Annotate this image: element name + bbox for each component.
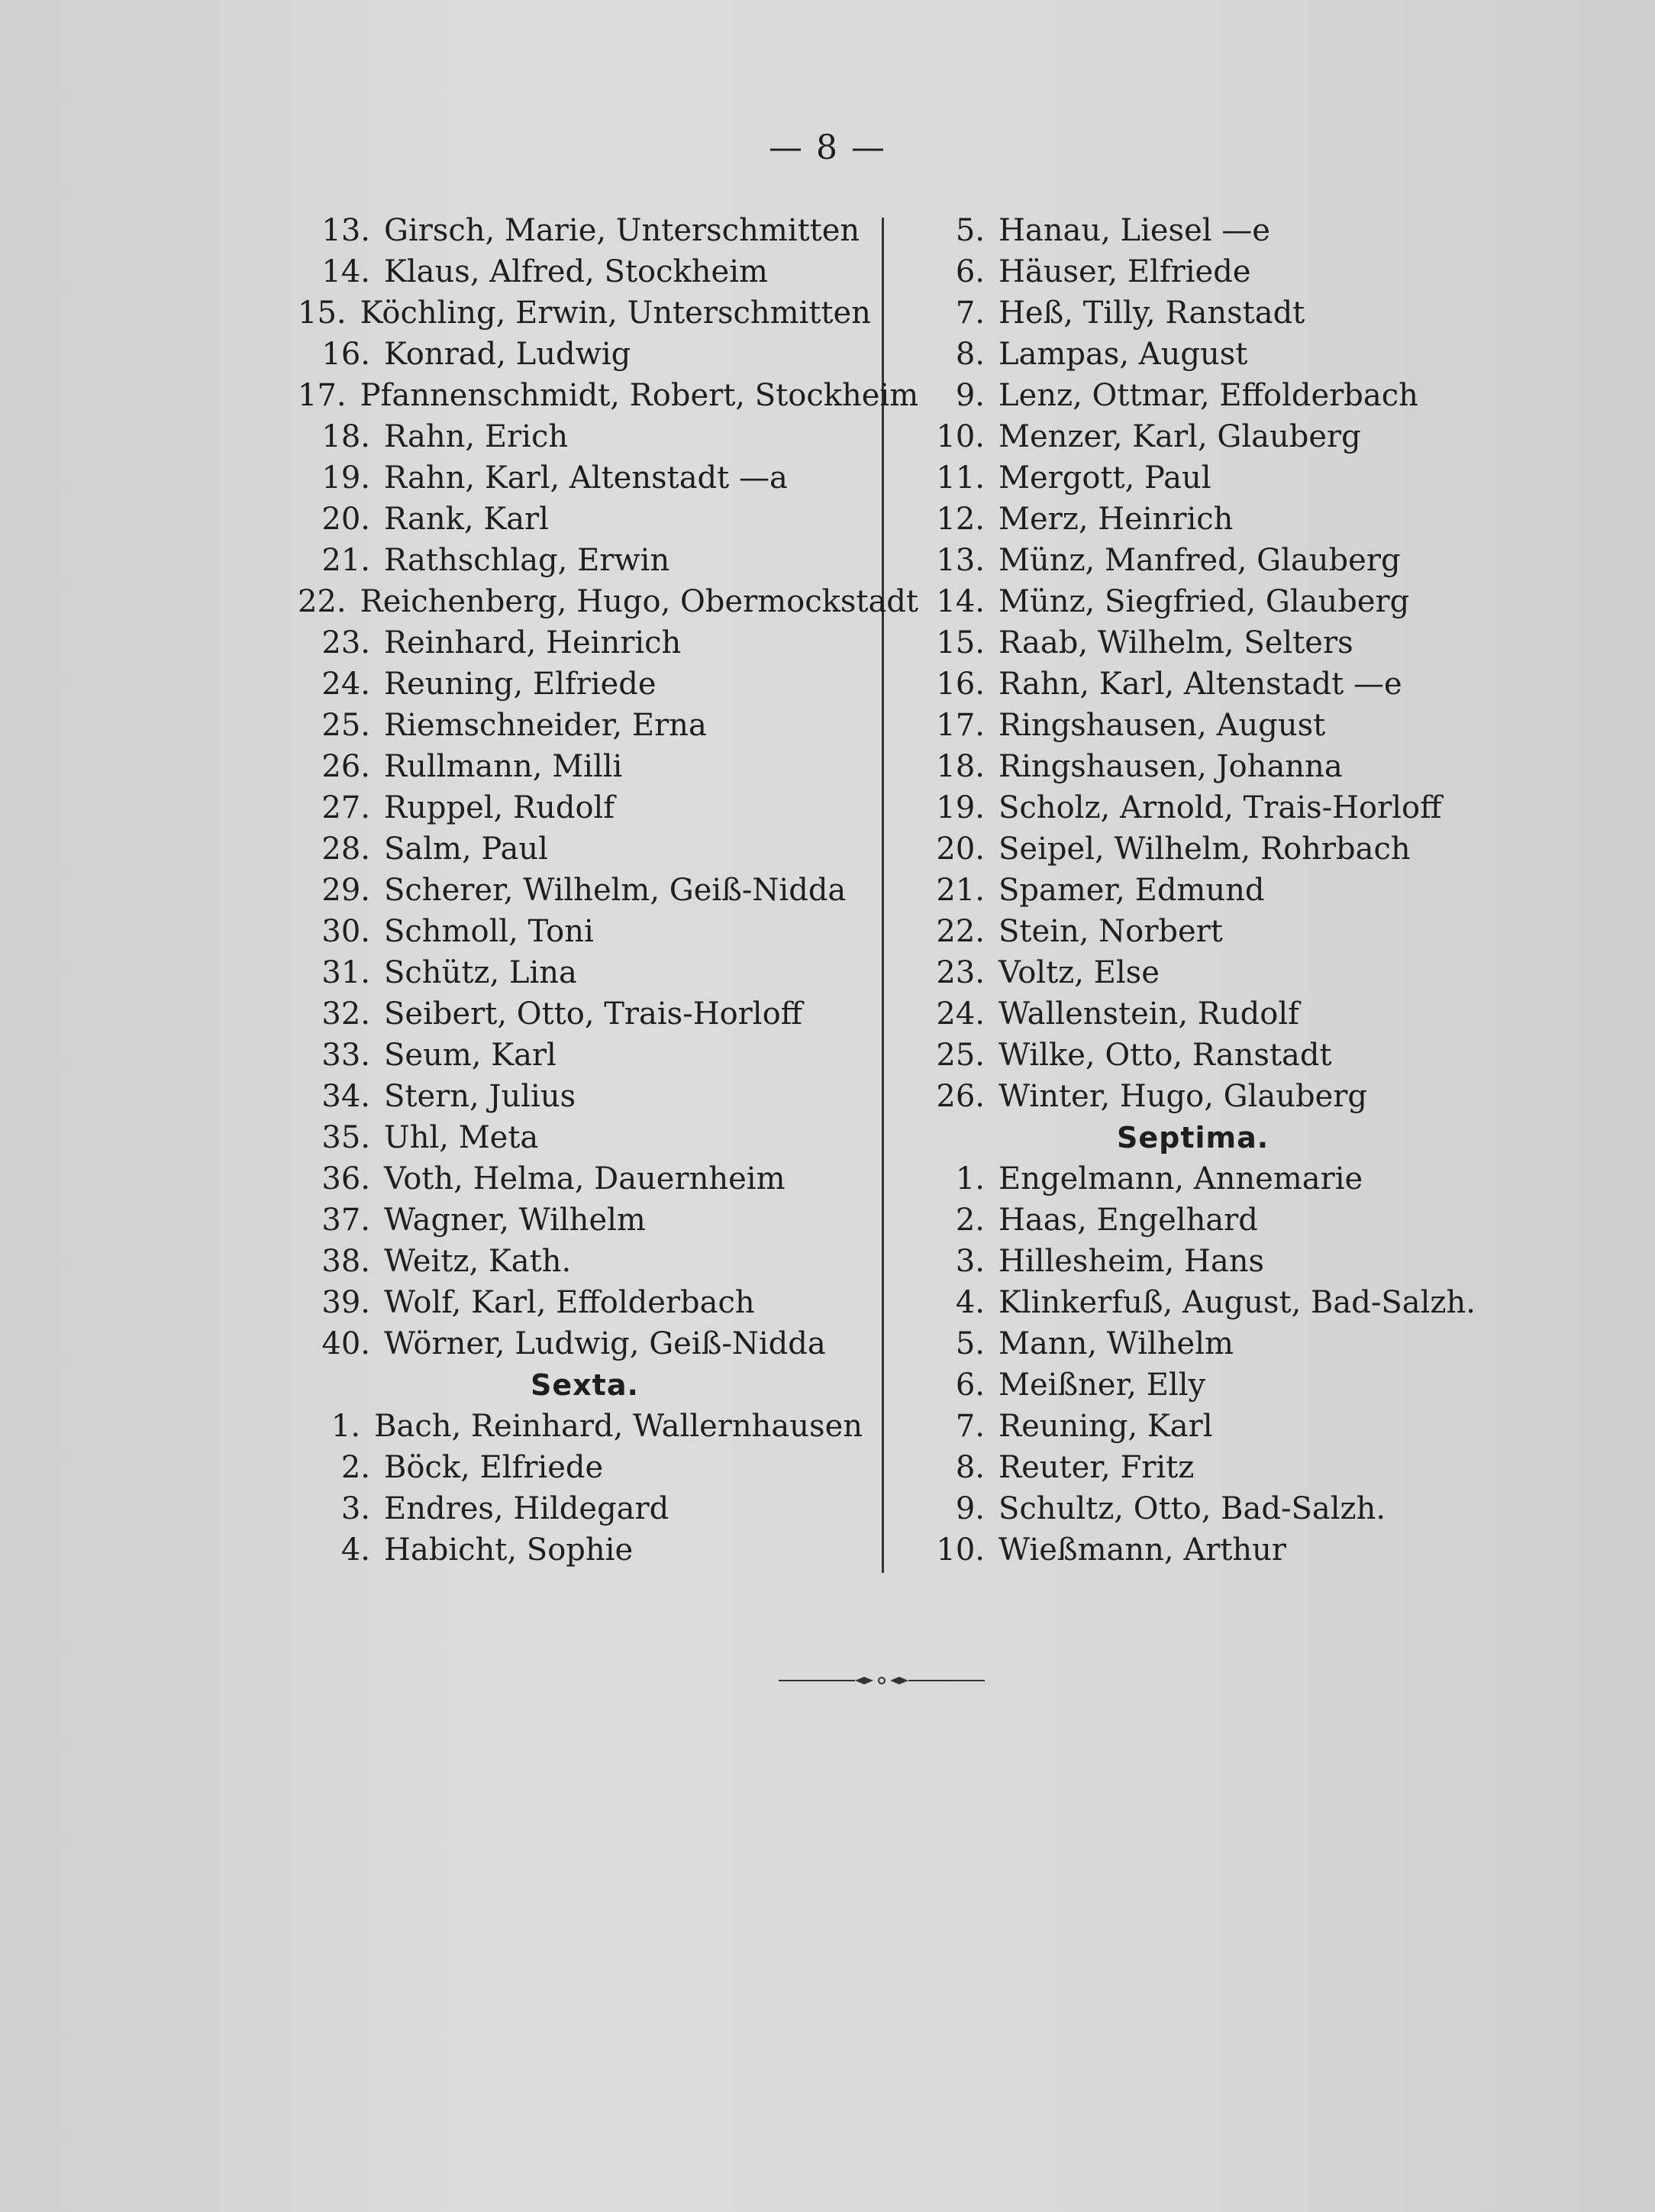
entry-number: 22. <box>936 914 985 949</box>
student-entry <box>912 828 1492 870</box>
entry-name: Girsch, Marie, Unterschmitten <box>384 213 860 248</box>
student-entry <box>298 664 863 705</box>
student-entry <box>912 375 1492 416</box>
entry-name: Rullmann, Milli <box>384 749 623 784</box>
entry-number: 5. <box>955 1326 985 1361</box>
septima-student-entry <box>912 1241 1492 1282</box>
entry-number: 2. <box>955 1203 985 1238</box>
entry-name: Köchling, Erwin, Unterschmitten <box>360 295 871 331</box>
entry-number: 7. <box>955 1409 985 1444</box>
student-entry <box>298 1158 863 1200</box>
student-entry <box>298 1035 863 1076</box>
entry-name: Reuning, Karl <box>998 1409 1213 1444</box>
right-entry-list <box>912 210 1492 1117</box>
entry-name: Pfannenschmidt, Robert, Stockheim <box>360 378 919 413</box>
student-entry <box>298 1282 863 1323</box>
entry-number: 1. <box>955 1161 985 1196</box>
entry-name: Voth, Helma, Dauernheim <box>384 1161 786 1196</box>
entry-name: Münz, Siegfried, Glauberg <box>998 584 1410 619</box>
student-entry <box>298 787 863 828</box>
septima-student-entry <box>912 1282 1492 1323</box>
entry-name: Seum, Karl <box>384 1038 557 1073</box>
entry-name: Rahn, Karl, Altenstadt —a <box>384 460 788 496</box>
student-entry <box>298 457 863 499</box>
student-entry <box>912 540 1492 581</box>
entry-number: 28. <box>321 832 370 867</box>
entry-number: 39. <box>321 1285 370 1320</box>
entry-name: Schütz, Lina <box>384 955 577 990</box>
student-entry <box>298 334 863 375</box>
student-entry <box>912 664 1492 705</box>
student-entry <box>912 1035 1492 1076</box>
entry-number: 18. <box>936 749 985 784</box>
entry-name: Klinkerfuß, August, Bad-Salzh. <box>998 1285 1476 1320</box>
entry-name: Böck, Elfriede <box>384 1450 604 1485</box>
septima-student-entry <box>912 1323 1492 1364</box>
column-divider <box>882 218 884 1573</box>
entry-name: Wörner, Ludwig, Geiß-Nidda <box>384 1326 826 1361</box>
sexta-student-entry <box>298 1447 863 1488</box>
septima-student-entry <box>912 1488 1492 1529</box>
student-entry <box>298 622 863 664</box>
entry-number: 16. <box>936 667 985 702</box>
student-entry <box>912 622 1492 664</box>
student-entry <box>912 870 1492 911</box>
entry-number: 8. <box>955 1450 985 1485</box>
student-entry <box>912 457 1492 499</box>
left-column <box>298 210 919 1571</box>
student-entry <box>298 911 863 952</box>
entry-number: 3. <box>955 1244 985 1279</box>
entry-number: 35. <box>321 1120 370 1155</box>
entry-name: Bach, Reinhard, Wallernhausen <box>374 1409 863 1444</box>
entry-name: Münz, Manfred, Glauberg <box>998 543 1401 578</box>
entry-number: 6. <box>955 1368 985 1403</box>
student-entry <box>912 705 1492 746</box>
student-entry <box>912 210 1492 251</box>
entry-name: Engelmann, Annemarie <box>998 1161 1363 1196</box>
entry-name: Stern, Julius <box>384 1079 576 1114</box>
entry-number: 5. <box>955 213 985 248</box>
student-entry <box>912 292 1492 334</box>
entry-number: 26. <box>321 749 370 784</box>
entry-number: 13. <box>321 213 370 248</box>
entry-number: 10. <box>936 419 985 454</box>
entry-name: Lampas, August <box>998 337 1248 372</box>
student-entry <box>912 787 1492 828</box>
entry-name: Ringshausen, August <box>998 708 1326 743</box>
entry-number: 17. <box>936 708 985 743</box>
entry-number: 9. <box>955 1491 985 1526</box>
student-entry <box>298 375 919 416</box>
entry-name: Scherer, Wilhelm, Geiß-Nidda <box>384 873 847 908</box>
entry-name: Mergott, Paul <box>998 460 1211 496</box>
entry-name: Wallenstein, Rudolf <box>998 996 1299 1032</box>
entry-number: 30. <box>321 914 370 949</box>
entry-number: 8. <box>955 337 985 372</box>
student-entry <box>298 828 863 870</box>
entry-number: 20. <box>936 832 985 867</box>
entry-name: Seipel, Wilhelm, Rohrbach <box>998 832 1411 867</box>
entry-name: Rathschlag, Erwin <box>384 543 670 578</box>
sexta-student-entry <box>298 1406 863 1447</box>
sexta-student-entry <box>298 1529 863 1571</box>
student-entry <box>298 746 863 787</box>
entry-name: Schultz, Otto, Bad-Salzh. <box>998 1491 1386 1526</box>
student-entry <box>298 1117 863 1158</box>
student-entry <box>298 870 863 911</box>
student-entry <box>912 1076 1492 1117</box>
entry-name: Merz, Heinrich <box>998 502 1234 537</box>
entry-name: Wießmann, Arthur <box>998 1532 1287 1568</box>
entry-name: Rank, Karl <box>384 502 549 537</box>
student-entry <box>912 952 1492 993</box>
entry-name: Ringshausen, Johanna <box>998 749 1343 784</box>
student-entry <box>298 705 863 746</box>
entry-name: Ruppel, Rudolf <box>384 790 615 825</box>
student-entry <box>298 499 863 540</box>
entry-number: 9. <box>955 378 985 413</box>
entry-number: 23. <box>936 955 985 990</box>
entry-number: 26. <box>936 1079 985 1114</box>
student-entry <box>912 993 1492 1035</box>
entry-number: 25. <box>321 708 370 743</box>
entry-name: Menzer, Karl, Glauberg <box>998 419 1361 454</box>
entry-number: 11. <box>936 460 985 496</box>
entry-name: Haas, Engelhard <box>998 1203 1258 1238</box>
septima-entry-list <box>912 1158 1492 1571</box>
entry-name: Wagner, Wilhelm <box>384 1203 646 1238</box>
end-ornament <box>779 1675 985 1686</box>
entry-number: 27. <box>321 790 370 825</box>
student-entry <box>298 251 863 292</box>
septima-student-entry <box>912 1200 1492 1241</box>
sexta-entry-list <box>298 1406 863 1571</box>
entry-name: Mann, Wilhelm <box>998 1326 1234 1361</box>
student-entry <box>298 993 863 1035</box>
student-entry <box>912 746 1492 787</box>
entry-number: 22. <box>298 584 347 619</box>
entry-number: 1. <box>331 1409 361 1444</box>
entry-name: Seibert, Otto, Trais-Horloff <box>384 996 803 1032</box>
entry-number: 23. <box>321 625 370 660</box>
entry-number: 17. <box>298 378 347 413</box>
entry-name: Wilke, Otto, Ranstadt <box>998 1038 1332 1073</box>
page-number: — 8 — <box>769 128 886 167</box>
student-entry <box>912 251 1492 292</box>
student-entry <box>298 581 918 622</box>
entry-name: Voltz, Else <box>998 955 1160 990</box>
entry-name: Hillesheim, Hans <box>998 1244 1265 1279</box>
sexta-heading: Sexta. <box>531 1368 639 1402</box>
entry-name: Konrad, Ludwig <box>384 337 631 372</box>
student-entry <box>298 1241 863 1282</box>
entry-name: Lenz, Ottmar, Effolderbach <box>998 378 1418 413</box>
entry-number: 14. <box>321 254 370 289</box>
entry-number: 21. <box>936 873 985 908</box>
entry-number: 25. <box>936 1038 985 1073</box>
student-entry <box>298 1076 863 1117</box>
entry-name: Heß, Tilly, Ranstadt <box>998 295 1305 331</box>
entry-number: 2. <box>340 1450 370 1485</box>
entry-number: 7. <box>955 295 985 331</box>
student-entry <box>298 540 863 581</box>
entry-name: Salm, Paul <box>384 832 548 867</box>
entry-number: 24. <box>321 667 370 702</box>
entry-name: Rahn, Karl, Altenstadt —e <box>998 667 1402 702</box>
student-entry <box>298 292 871 334</box>
entry-number: 12. <box>936 502 985 537</box>
entry-name: Reinhard, Heinrich <box>384 625 682 660</box>
entry-number: 31. <box>321 955 370 990</box>
entry-number: 16. <box>321 337 370 372</box>
student-entry <box>912 499 1492 540</box>
entry-number: 20. <box>321 502 370 537</box>
student-entry <box>298 416 863 457</box>
entry-number: 38. <box>321 1244 370 1279</box>
septima-student-entry <box>912 1406 1492 1447</box>
entry-number: 14. <box>936 584 985 619</box>
sexta-student-entry <box>298 1488 863 1529</box>
entry-name: Habicht, Sophie <box>384 1532 634 1568</box>
entry-number: 40. <box>321 1326 370 1361</box>
entry-name: Raab, Wilhelm, Selters <box>998 625 1353 660</box>
entry-number: 15. <box>936 625 985 660</box>
student-entry <box>298 1323 863 1364</box>
septima-student-entry <box>912 1447 1492 1488</box>
left-entry-list <box>298 210 919 1364</box>
entry-number: 18. <box>321 419 370 454</box>
entry-number: 13. <box>936 543 985 578</box>
entry-number: 33. <box>321 1038 370 1073</box>
entry-number: 10. <box>936 1532 985 1568</box>
entry-name: Reichenberg, Hugo, Obermockstadt <box>360 584 918 619</box>
entry-number: 37. <box>321 1203 370 1238</box>
entry-name: Scholz, Arnold, Trais-Horloff <box>998 790 1442 825</box>
student-entry <box>298 210 863 251</box>
entry-number: 6. <box>955 254 985 289</box>
entry-number: 19. <box>321 460 370 496</box>
entry-number: 21. <box>321 543 370 578</box>
septima-student-entry <box>912 1529 1492 1571</box>
student-entry <box>298 952 863 993</box>
entry-number: 19. <box>936 790 985 825</box>
entry-name: Endres, Hildegard <box>384 1491 669 1526</box>
entry-name: Hanau, Liesel —e <box>998 213 1270 248</box>
entry-name: Reuning, Elfriede <box>384 667 657 702</box>
student-entry <box>912 416 1492 457</box>
entry-name: Uhl, Meta <box>384 1120 539 1155</box>
entry-number: 24. <box>936 996 985 1032</box>
entry-name: Reuter, Fritz <box>998 1450 1195 1485</box>
entry-number: 4. <box>955 1285 985 1320</box>
septima-heading: Septima. <box>1117 1121 1269 1154</box>
entry-name: Meißner, Elly <box>998 1368 1206 1403</box>
entry-number: 32. <box>321 996 370 1032</box>
entry-name: Weitz, Kath. <box>384 1244 572 1279</box>
entry-number: 3. <box>340 1491 370 1526</box>
student-entry <box>912 911 1492 952</box>
entry-name: Riemschneider, Erna <box>384 708 707 743</box>
right-column <box>912 210 1492 1571</box>
entry-name: Schmoll, Toni <box>384 914 594 949</box>
entry-name: Wolf, Karl, Effolderbach <box>384 1285 755 1320</box>
student-entry <box>912 334 1492 375</box>
entry-number: 29. <box>321 873 370 908</box>
entry-number: 34. <box>321 1079 370 1114</box>
entry-name: Rahn, Erich <box>384 419 569 454</box>
septima-student-entry <box>912 1364 1492 1406</box>
entry-name: Stein, Norbert <box>998 914 1223 949</box>
septima-student-entry <box>912 1158 1492 1200</box>
entry-name: Winter, Hugo, Glauberg <box>998 1079 1367 1114</box>
student-entry <box>298 1200 863 1241</box>
entry-name: Klaus, Alfred, Stockheim <box>384 254 768 289</box>
student-entry <box>912 581 1492 622</box>
entry-name: Spamer, Edmund <box>998 873 1265 908</box>
entry-number: 36. <box>321 1161 370 1196</box>
entry-name: Häuser, Elfriede <box>998 254 1251 289</box>
entry-number: 15. <box>298 295 347 331</box>
entry-number: 4. <box>340 1532 370 1568</box>
